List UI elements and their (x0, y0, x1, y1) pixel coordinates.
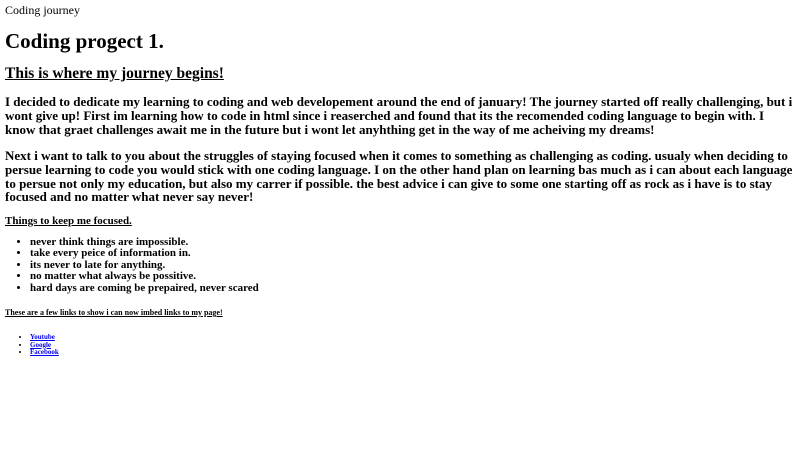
page-subheading: This is where my journey begins! (5, 65, 224, 82)
focus-heading: Things to keep me focused. (5, 215, 132, 227)
links-heading: These are a few links to show i can now imbed links to my page! (5, 308, 223, 317)
link-list-item (30, 349, 59, 357)
youtube-link[interactable]: Youtube (30, 333, 55, 341)
list-item: • hard days are coming be prepaired, never scared (30, 283, 259, 294)
list-item: • never think things are impossible. (30, 237, 259, 248)
document-title: Coding journey (5, 3, 80, 17)
list-item: • its never to late for anything. (30, 260, 259, 271)
page-heading: Coding progect 1. (5, 29, 164, 53)
link-list (5, 334, 59, 357)
paragraph-focus: Next i want to talk to you about the struggles of staying focused when it comes to something as challenging as coding. usualy when deciding to persue learning to code you would stick with one coding language. I on the other hand plan on learning bas much as i can about each language to persue not only my education, but also my carrer if possible. the best advice i can give to some one starting off as rock as i have is to stay focused and no matter what never say never! (5, 148, 793, 205)
google-link[interactable]: Google (30, 340, 51, 349)
facebook-link[interactable]: Facebook (30, 348, 59, 356)
list-item: • no matter what always be possitive. (30, 271, 259, 282)
list-item: • take every peice of information in. (30, 248, 259, 259)
focus-list (5, 237, 259, 294)
paragraph-intro: I decided to dedicate my learning to coding and web developement around the end of january! The journey started off really challenging, but i wont give up! First im learning how to code in html since i reaserched and found that its the recomended coding language to begin with. I know that graet challenges await me in the future but i wont let anyhthing get in the way of me acheiving my dreams! (5, 94, 793, 137)
